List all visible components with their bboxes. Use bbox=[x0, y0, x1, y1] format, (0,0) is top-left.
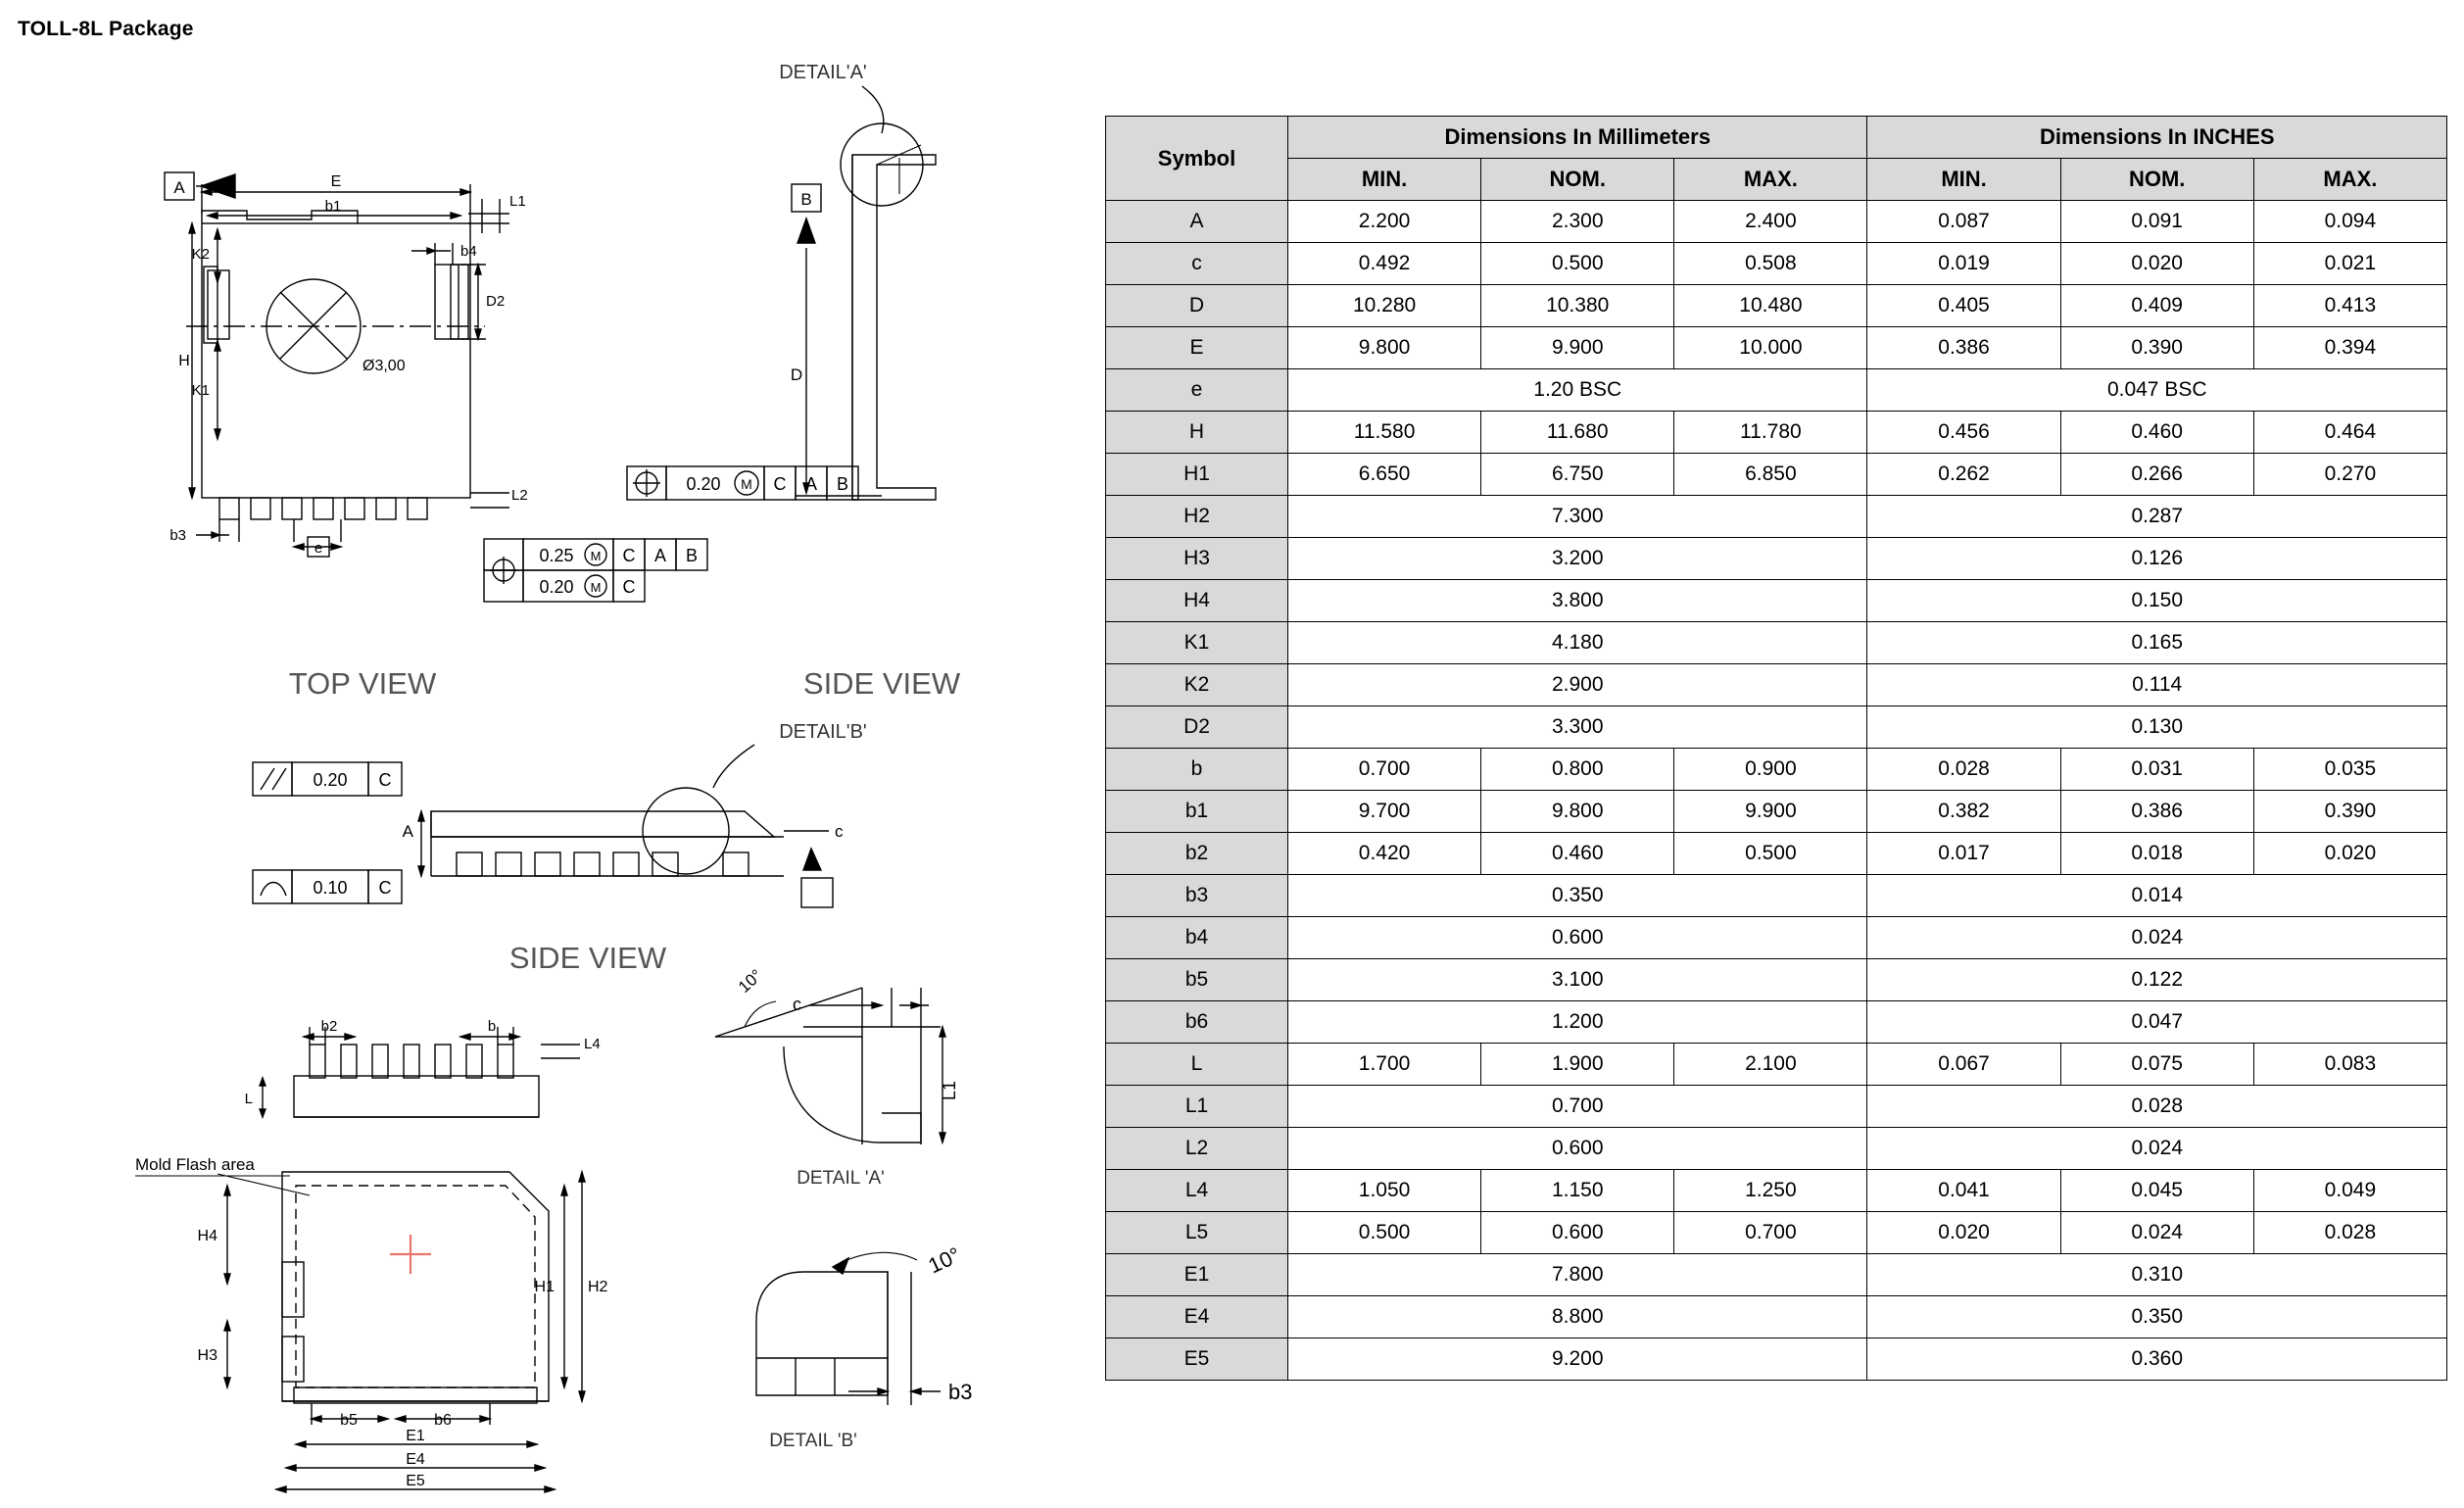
inch-value-cell: 0.405 bbox=[1867, 285, 2060, 327]
svg-text:0.25: 0.25 bbox=[539, 546, 574, 565]
mm-value-cell: 11.680 bbox=[1481, 412, 1674, 454]
symbol-cell: D2 bbox=[1106, 706, 1288, 749]
mm-value-cell: 0.500 bbox=[1288, 1212, 1481, 1254]
symbol-cell: b1 bbox=[1106, 791, 1288, 833]
svg-text:C: C bbox=[622, 546, 636, 565]
dim-L-label: L bbox=[244, 1091, 253, 1107]
dim-H2-label: H2 bbox=[588, 1279, 608, 1295]
symbol-cell: L1 bbox=[1106, 1086, 1288, 1128]
bottom-view-body bbox=[282, 1172, 549, 1401]
dim-b4-label: b4 bbox=[460, 243, 477, 260]
inch-value-cell: 0.020 bbox=[2253, 833, 2446, 875]
th-inch-max: MAX. bbox=[2253, 159, 2446, 201]
inch-value-cell: 0.087 bbox=[1867, 201, 2060, 243]
detail-b-body bbox=[756, 1272, 888, 1395]
detail-b-top-caption: DETAIL'B' bbox=[779, 721, 867, 743]
inch-value-cell: 0.020 bbox=[2060, 243, 2253, 285]
fcf-1 bbox=[627, 466, 858, 500]
inch-value-cell: 0.018 bbox=[2060, 833, 2253, 875]
table-row bbox=[1106, 538, 2447, 580]
dim-b3-label: b3 bbox=[169, 527, 186, 544]
mm-value-cell-span: 3.800 bbox=[1288, 580, 1867, 622]
mm-value-cell-span: 3.100 bbox=[1288, 959, 1867, 1001]
mm-value-cell: 0.900 bbox=[1674, 749, 1867, 791]
mold-flash-label: Mold Flash area bbox=[135, 1155, 255, 1174]
top-view-leads bbox=[219, 498, 427, 519]
datum-b-arrow bbox=[797, 219, 815, 243]
symbol-cell: H4 bbox=[1106, 580, 1288, 622]
svg-text:0.10: 0.10 bbox=[313, 878, 348, 898]
inch-value-cell-span: 0.126 bbox=[1867, 538, 2447, 580]
bottom-view bbox=[135, 1018, 608, 1497]
dim-L2-label: L2 bbox=[511, 487, 528, 504]
inch-value-cell: 0.021 bbox=[2253, 243, 2446, 285]
symbol-cell: b2 bbox=[1106, 833, 1288, 875]
inch-value-cell: 0.460 bbox=[2060, 412, 2253, 454]
detail-a-drawing bbox=[715, 966, 959, 1189]
svg-text:A: A bbox=[653, 546, 667, 565]
bottom-view-lead-bar bbox=[294, 1076, 539, 1117]
symbol-cell: A bbox=[1106, 201, 1288, 243]
svg-text:0.20: 0.20 bbox=[686, 474, 721, 494]
mm-value-cell: 9.900 bbox=[1481, 327, 1674, 369]
hole-dia-label: Ø3,00 bbox=[362, 358, 406, 374]
symbol-cell: e bbox=[1106, 369, 1288, 412]
dim-H-label: H bbox=[178, 353, 190, 369]
inch-value-cell-span: 0.165 bbox=[1867, 622, 2447, 664]
inch-value-cell: 0.390 bbox=[2253, 791, 2446, 833]
inch-value-cell-span: 0.024 bbox=[1867, 1128, 2447, 1170]
svg-text:B: B bbox=[836, 474, 849, 494]
svg-text:B: B bbox=[685, 546, 699, 565]
angle-10-b: 10° bbox=[924, 1241, 965, 1279]
inch-value-cell: 0.031 bbox=[2060, 749, 2253, 791]
svg-text:0.20: 0.20 bbox=[539, 577, 574, 597]
inch-value-cell-span: 0.047 bbox=[1867, 1001, 2447, 1044]
side-view-2-caption: SIDE VIEW bbox=[508, 941, 667, 975]
page-title: TOLL-8L Package bbox=[18, 18, 194, 40]
symbol-cell: H bbox=[1106, 412, 1288, 454]
angle-10-a: 10° bbox=[734, 965, 766, 997]
symbol-cell: b5 bbox=[1106, 959, 1288, 1001]
dim-D-label: D bbox=[790, 365, 803, 384]
table-row bbox=[1106, 749, 2447, 791]
dim-b2-label: b2 bbox=[320, 1018, 338, 1035]
symbol-cell: b6 bbox=[1106, 1001, 1288, 1044]
top-view-caption: TOP VIEW bbox=[288, 666, 437, 701]
inch-value-cell-span: 0.150 bbox=[1867, 580, 2447, 622]
dim-b5-label: b5 bbox=[340, 1412, 358, 1429]
table-row bbox=[1106, 622, 2447, 664]
dim-L1-a-label: L1 bbox=[940, 1080, 959, 1100]
inch-value-cell: 0.394 bbox=[2253, 327, 2446, 369]
symbol-cell: E5 bbox=[1106, 1338, 1288, 1381]
table-row bbox=[1106, 791, 2447, 833]
mm-value-cell-span: 3.200 bbox=[1288, 538, 1867, 580]
inch-value-cell: 0.019 bbox=[1867, 243, 2060, 285]
dim-K2-label: K2 bbox=[191, 246, 210, 263]
inch-value-cell-span: 0.122 bbox=[1867, 959, 2447, 1001]
mm-value-cell: 6.850 bbox=[1674, 454, 1867, 496]
dim-b1-label: b1 bbox=[324, 198, 342, 215]
symbol-cell: D bbox=[1106, 285, 1288, 327]
mm-value-cell: 10.000 bbox=[1674, 327, 1867, 369]
table-row bbox=[1106, 917, 2447, 959]
table-row bbox=[1106, 1170, 2447, 1212]
table-row bbox=[1106, 875, 2447, 917]
table-row bbox=[1106, 664, 2447, 706]
inch-value-cell-span: 0.350 bbox=[1867, 1296, 2447, 1338]
mm-value-cell-span: 7.300 bbox=[1288, 496, 1867, 538]
th-mm: Dimensions In Millimeters bbox=[1288, 117, 1867, 159]
inch-value-cell: 0.413 bbox=[2253, 285, 2446, 327]
mm-value-cell: 1.150 bbox=[1481, 1170, 1674, 1212]
table-row bbox=[1106, 959, 2447, 1001]
inch-value-cell: 0.028 bbox=[1867, 749, 2060, 791]
bottom-left-tab-2 bbox=[282, 1337, 304, 1382]
mm-value-cell: 6.750 bbox=[1481, 454, 1674, 496]
mm-value-cell-span: 2.900 bbox=[1288, 664, 1867, 706]
inch-value-cell-span: 0.360 bbox=[1867, 1338, 2447, 1381]
mm-value-cell: 0.700 bbox=[1674, 1212, 1867, 1254]
table-row bbox=[1106, 580, 2447, 622]
inch-value-cell: 0.390 bbox=[2060, 327, 2253, 369]
inch-value-cell: 0.041 bbox=[1867, 1170, 2060, 1212]
svg-text:0.20: 0.20 bbox=[313, 770, 348, 790]
inch-value-cell-span: 0.028 bbox=[1867, 1086, 2447, 1128]
datum-a-label: A bbox=[173, 178, 185, 197]
inch-value-cell-span: 0.114 bbox=[1867, 664, 2447, 706]
dim-H3-label: H3 bbox=[197, 1347, 217, 1364]
dim-c-a-label: c bbox=[793, 995, 801, 1014]
th-inch-min: MIN. bbox=[1867, 159, 2060, 201]
inch-value-cell-span: 0.047 BSC bbox=[1867, 369, 2447, 412]
svg-text:C: C bbox=[378, 878, 392, 898]
mm-value-cell: 9.800 bbox=[1481, 791, 1674, 833]
mm-value-cell: 9.900 bbox=[1674, 791, 1867, 833]
side-view-mid-leads bbox=[457, 852, 749, 876]
mm-value-cell: 0.420 bbox=[1288, 833, 1481, 875]
detail-b-caption: DETAIL 'B' bbox=[769, 1431, 857, 1451]
mm-value-cell-span: 9.200 bbox=[1288, 1338, 1867, 1381]
symbol-cell: b bbox=[1106, 749, 1288, 791]
table-row bbox=[1106, 706, 2447, 749]
mm-value-cell: 1.050 bbox=[1288, 1170, 1481, 1212]
mm-value-cell: 11.580 bbox=[1288, 412, 1481, 454]
mm-value-cell-span: 4.180 bbox=[1288, 622, 1867, 664]
table-row bbox=[1106, 1254, 2447, 1296]
top-view-body bbox=[202, 223, 470, 498]
inch-value-cell: 0.083 bbox=[2253, 1044, 2446, 1086]
mm-value-cell-span: 1.20 BSC bbox=[1288, 369, 1867, 412]
symbol-cell: L4 bbox=[1106, 1170, 1288, 1212]
symbol-cell: E1 bbox=[1106, 1254, 1288, 1296]
svg-text:C: C bbox=[773, 474, 787, 494]
inch-value-cell: 0.075 bbox=[2060, 1044, 2253, 1086]
dim-H4-label: H4 bbox=[197, 1228, 217, 1244]
inch-value-cell: 0.270 bbox=[2253, 454, 2446, 496]
dim-H1-label: H1 bbox=[534, 1279, 555, 1295]
fcf-flatness bbox=[253, 870, 402, 903]
mm-value-cell: 0.460 bbox=[1481, 833, 1674, 875]
mm-value-cell: 0.508 bbox=[1674, 243, 1867, 285]
svg-text:A: A bbox=[804, 474, 818, 494]
mm-value-cell: 9.800 bbox=[1288, 327, 1481, 369]
inch-value-cell: 0.035 bbox=[2253, 749, 2446, 791]
inch-value-cell: 0.094 bbox=[2253, 201, 2446, 243]
mm-value-cell: 2.100 bbox=[1674, 1044, 1867, 1086]
symbol-cell: H1 bbox=[1106, 454, 1288, 496]
dim-b3-b-label: b3 bbox=[948, 1380, 973, 1404]
symbol-cell: K1 bbox=[1106, 622, 1288, 664]
svg-text:C: C bbox=[378, 770, 392, 790]
mold-flash-outline bbox=[296, 1186, 535, 1387]
dim-L4-label: L4 bbox=[584, 1036, 601, 1052]
table-row bbox=[1106, 833, 2447, 875]
th-symbol: Symbol bbox=[1106, 117, 1288, 201]
left-pad-outer bbox=[204, 267, 217, 343]
mm-value-cell: 11.780 bbox=[1674, 412, 1867, 454]
mm-value-cell-span: 0.600 bbox=[1288, 917, 1867, 959]
symbol-cell: b4 bbox=[1106, 917, 1288, 959]
right-pad-2 bbox=[451, 265, 468, 339]
inch-value-cell-span: 0.024 bbox=[1867, 917, 2447, 959]
mm-value-cell: 0.500 bbox=[1674, 833, 1867, 875]
dim-b-label: b bbox=[487, 1018, 497, 1035]
mm-value-cell: 9.700 bbox=[1288, 791, 1481, 833]
table-row bbox=[1106, 201, 2447, 243]
mm-value-cell: 0.800 bbox=[1481, 749, 1674, 791]
inch-value-cell: 0.409 bbox=[2060, 285, 2253, 327]
detail-a-caption: DETAIL 'A' bbox=[797, 1168, 885, 1189]
inch-value-cell: 0.049 bbox=[2253, 1170, 2446, 1212]
mm-value-cell: 1.900 bbox=[1481, 1044, 1674, 1086]
mm-value-cell: 2.400 bbox=[1674, 201, 1867, 243]
mm-value-cell: 0.492 bbox=[1288, 243, 1481, 285]
th-mm-max: MAX. bbox=[1674, 159, 1867, 201]
inch-value-cell-span: 0.130 bbox=[1867, 706, 2447, 749]
inch-value-cell: 0.024 bbox=[2060, 1212, 2253, 1254]
symbol-cell: c bbox=[1106, 243, 1288, 285]
table-row bbox=[1106, 243, 2447, 285]
side-view-upper-outline bbox=[852, 155, 936, 500]
inch-value-cell: 0.262 bbox=[1867, 454, 2060, 496]
table-row bbox=[1106, 496, 2447, 538]
dim-b6-label: b6 bbox=[434, 1412, 452, 1429]
mm-value-cell: 10.280 bbox=[1288, 285, 1481, 327]
table-row bbox=[1106, 327, 2447, 369]
mm-value-cell: 0.500 bbox=[1481, 243, 1674, 285]
inch-value-cell: 0.386 bbox=[1867, 327, 2060, 369]
fcf-2-3 bbox=[484, 539, 707, 602]
inch-value-cell-span: 0.310 bbox=[1867, 1254, 2447, 1296]
side-view-1-caption: SIDE VIEW bbox=[802, 666, 961, 701]
inch-value-cell: 0.045 bbox=[2060, 1170, 2253, 1212]
table-row bbox=[1106, 454, 2447, 496]
fcf-parallelism bbox=[253, 762, 402, 796]
inch-value-cell: 0.386 bbox=[2060, 791, 2253, 833]
svg-text:M: M bbox=[590, 549, 602, 563]
dimension-table-body bbox=[1106, 201, 2447, 1381]
mm-value-cell-span: 0.700 bbox=[1288, 1086, 1867, 1128]
inch-value-cell-span: 0.287 bbox=[1867, 496, 2447, 538]
symbol-cell: E4 bbox=[1106, 1296, 1288, 1338]
dim-c-mid-label: c bbox=[835, 822, 844, 841]
package-drawing bbox=[0, 47, 1087, 1497]
svg-text:M: M bbox=[590, 580, 602, 595]
mm-value-cell: 1.700 bbox=[1288, 1044, 1481, 1086]
mm-value-cell: 0.700 bbox=[1288, 749, 1481, 791]
datum-b-label: B bbox=[800, 190, 812, 209]
dim-E5-label: E5 bbox=[406, 1473, 425, 1489]
mm-value-cell: 2.300 bbox=[1481, 201, 1674, 243]
dim-L1-label: L1 bbox=[509, 193, 526, 210]
symbol-cell: L5 bbox=[1106, 1212, 1288, 1254]
mm-value-cell: 6.650 bbox=[1288, 454, 1481, 496]
inch-value-cell: 0.464 bbox=[2253, 412, 2446, 454]
mm-value-cell-span: 0.600 bbox=[1288, 1128, 1867, 1170]
table-row bbox=[1106, 412, 2447, 454]
side-view-mid-body bbox=[431, 811, 774, 837]
dim-D2-label: D2 bbox=[486, 293, 506, 310]
table-row bbox=[1106, 1338, 2447, 1381]
inch-value-cell: 0.456 bbox=[1867, 412, 2060, 454]
mm-value-cell: 2.200 bbox=[1288, 201, 1481, 243]
table-row bbox=[1106, 1086, 2447, 1128]
symbol-cell: L bbox=[1106, 1044, 1288, 1086]
mm-value-cell: 10.380 bbox=[1481, 285, 1674, 327]
svg-text:C: C bbox=[622, 577, 636, 597]
symbol-cell: K2 bbox=[1106, 664, 1288, 706]
mm-value-cell-span: 3.300 bbox=[1288, 706, 1867, 749]
mm-value-cell: 10.480 bbox=[1674, 285, 1867, 327]
mm-value-cell-span: 7.800 bbox=[1288, 1254, 1867, 1296]
mm-value-cell: 0.600 bbox=[1481, 1212, 1674, 1254]
symbol-cell: b3 bbox=[1106, 875, 1288, 917]
mm-value-cell-span: 1.200 bbox=[1288, 1001, 1867, 1044]
dimension-table bbox=[1105, 116, 2447, 1381]
detail-b-bubble bbox=[643, 788, 729, 874]
table-row bbox=[1106, 369, 2447, 412]
table-row bbox=[1106, 1001, 2447, 1044]
bottom-left-tab-1 bbox=[282, 1262, 304, 1317]
table-row bbox=[1106, 285, 2447, 327]
inch-value-cell: 0.091 bbox=[2060, 201, 2253, 243]
inch-value-cell: 0.028 bbox=[2253, 1212, 2446, 1254]
inch-value-cell: 0.017 bbox=[1867, 833, 2060, 875]
dimension-table-wrap bbox=[1105, 116, 2447, 1381]
inch-value-cell: 0.067 bbox=[1867, 1044, 2060, 1086]
table-row bbox=[1106, 1296, 2447, 1338]
symbol-cell: H2 bbox=[1106, 496, 1288, 538]
dim-A-mid-label: A bbox=[402, 822, 413, 841]
symbol-cell: L2 bbox=[1106, 1128, 1288, 1170]
dim-e-label: e bbox=[314, 540, 323, 557]
detail-a-top-caption: DETAIL'A' bbox=[779, 62, 867, 83]
inch-value-cell: 0.020 bbox=[1867, 1212, 2060, 1254]
right-pad-1 bbox=[435, 265, 459, 339]
dim-E-label: E bbox=[330, 173, 342, 190]
symbol-cell: H3 bbox=[1106, 538, 1288, 580]
inch-value-cell: 0.266 bbox=[2060, 454, 2253, 496]
table-row bbox=[1106, 1212, 2447, 1254]
symbol-cell: E bbox=[1106, 327, 1288, 369]
mm-value-cell-span: 0.350 bbox=[1288, 875, 1867, 917]
th-inch: Dimensions In INCHES bbox=[1867, 117, 2447, 159]
lead-bend-a bbox=[784, 1046, 921, 1143]
table-row bbox=[1106, 1128, 2447, 1170]
dim-E4-label: E4 bbox=[406, 1451, 425, 1468]
mm-value-cell: 1.250 bbox=[1674, 1170, 1867, 1212]
inch-value-cell: 0.382 bbox=[1867, 791, 2060, 833]
mm-value-cell-span: 8.800 bbox=[1288, 1296, 1867, 1338]
svg-text:M: M bbox=[741, 476, 752, 492]
th-mm-nom: NOM. bbox=[1481, 159, 1674, 201]
table-row bbox=[1106, 1044, 2447, 1086]
detail-b-drawing bbox=[756, 1242, 972, 1451]
datum-a-arrow bbox=[201, 174, 235, 198]
inch-value-cell-span: 0.014 bbox=[1867, 875, 2447, 917]
dim-E1-label: E1 bbox=[406, 1428, 425, 1444]
dim-K1-label: K1 bbox=[191, 382, 210, 399]
th-mm-min: MIN. bbox=[1288, 159, 1481, 201]
th-inch-nom: NOM. bbox=[2060, 159, 2253, 201]
